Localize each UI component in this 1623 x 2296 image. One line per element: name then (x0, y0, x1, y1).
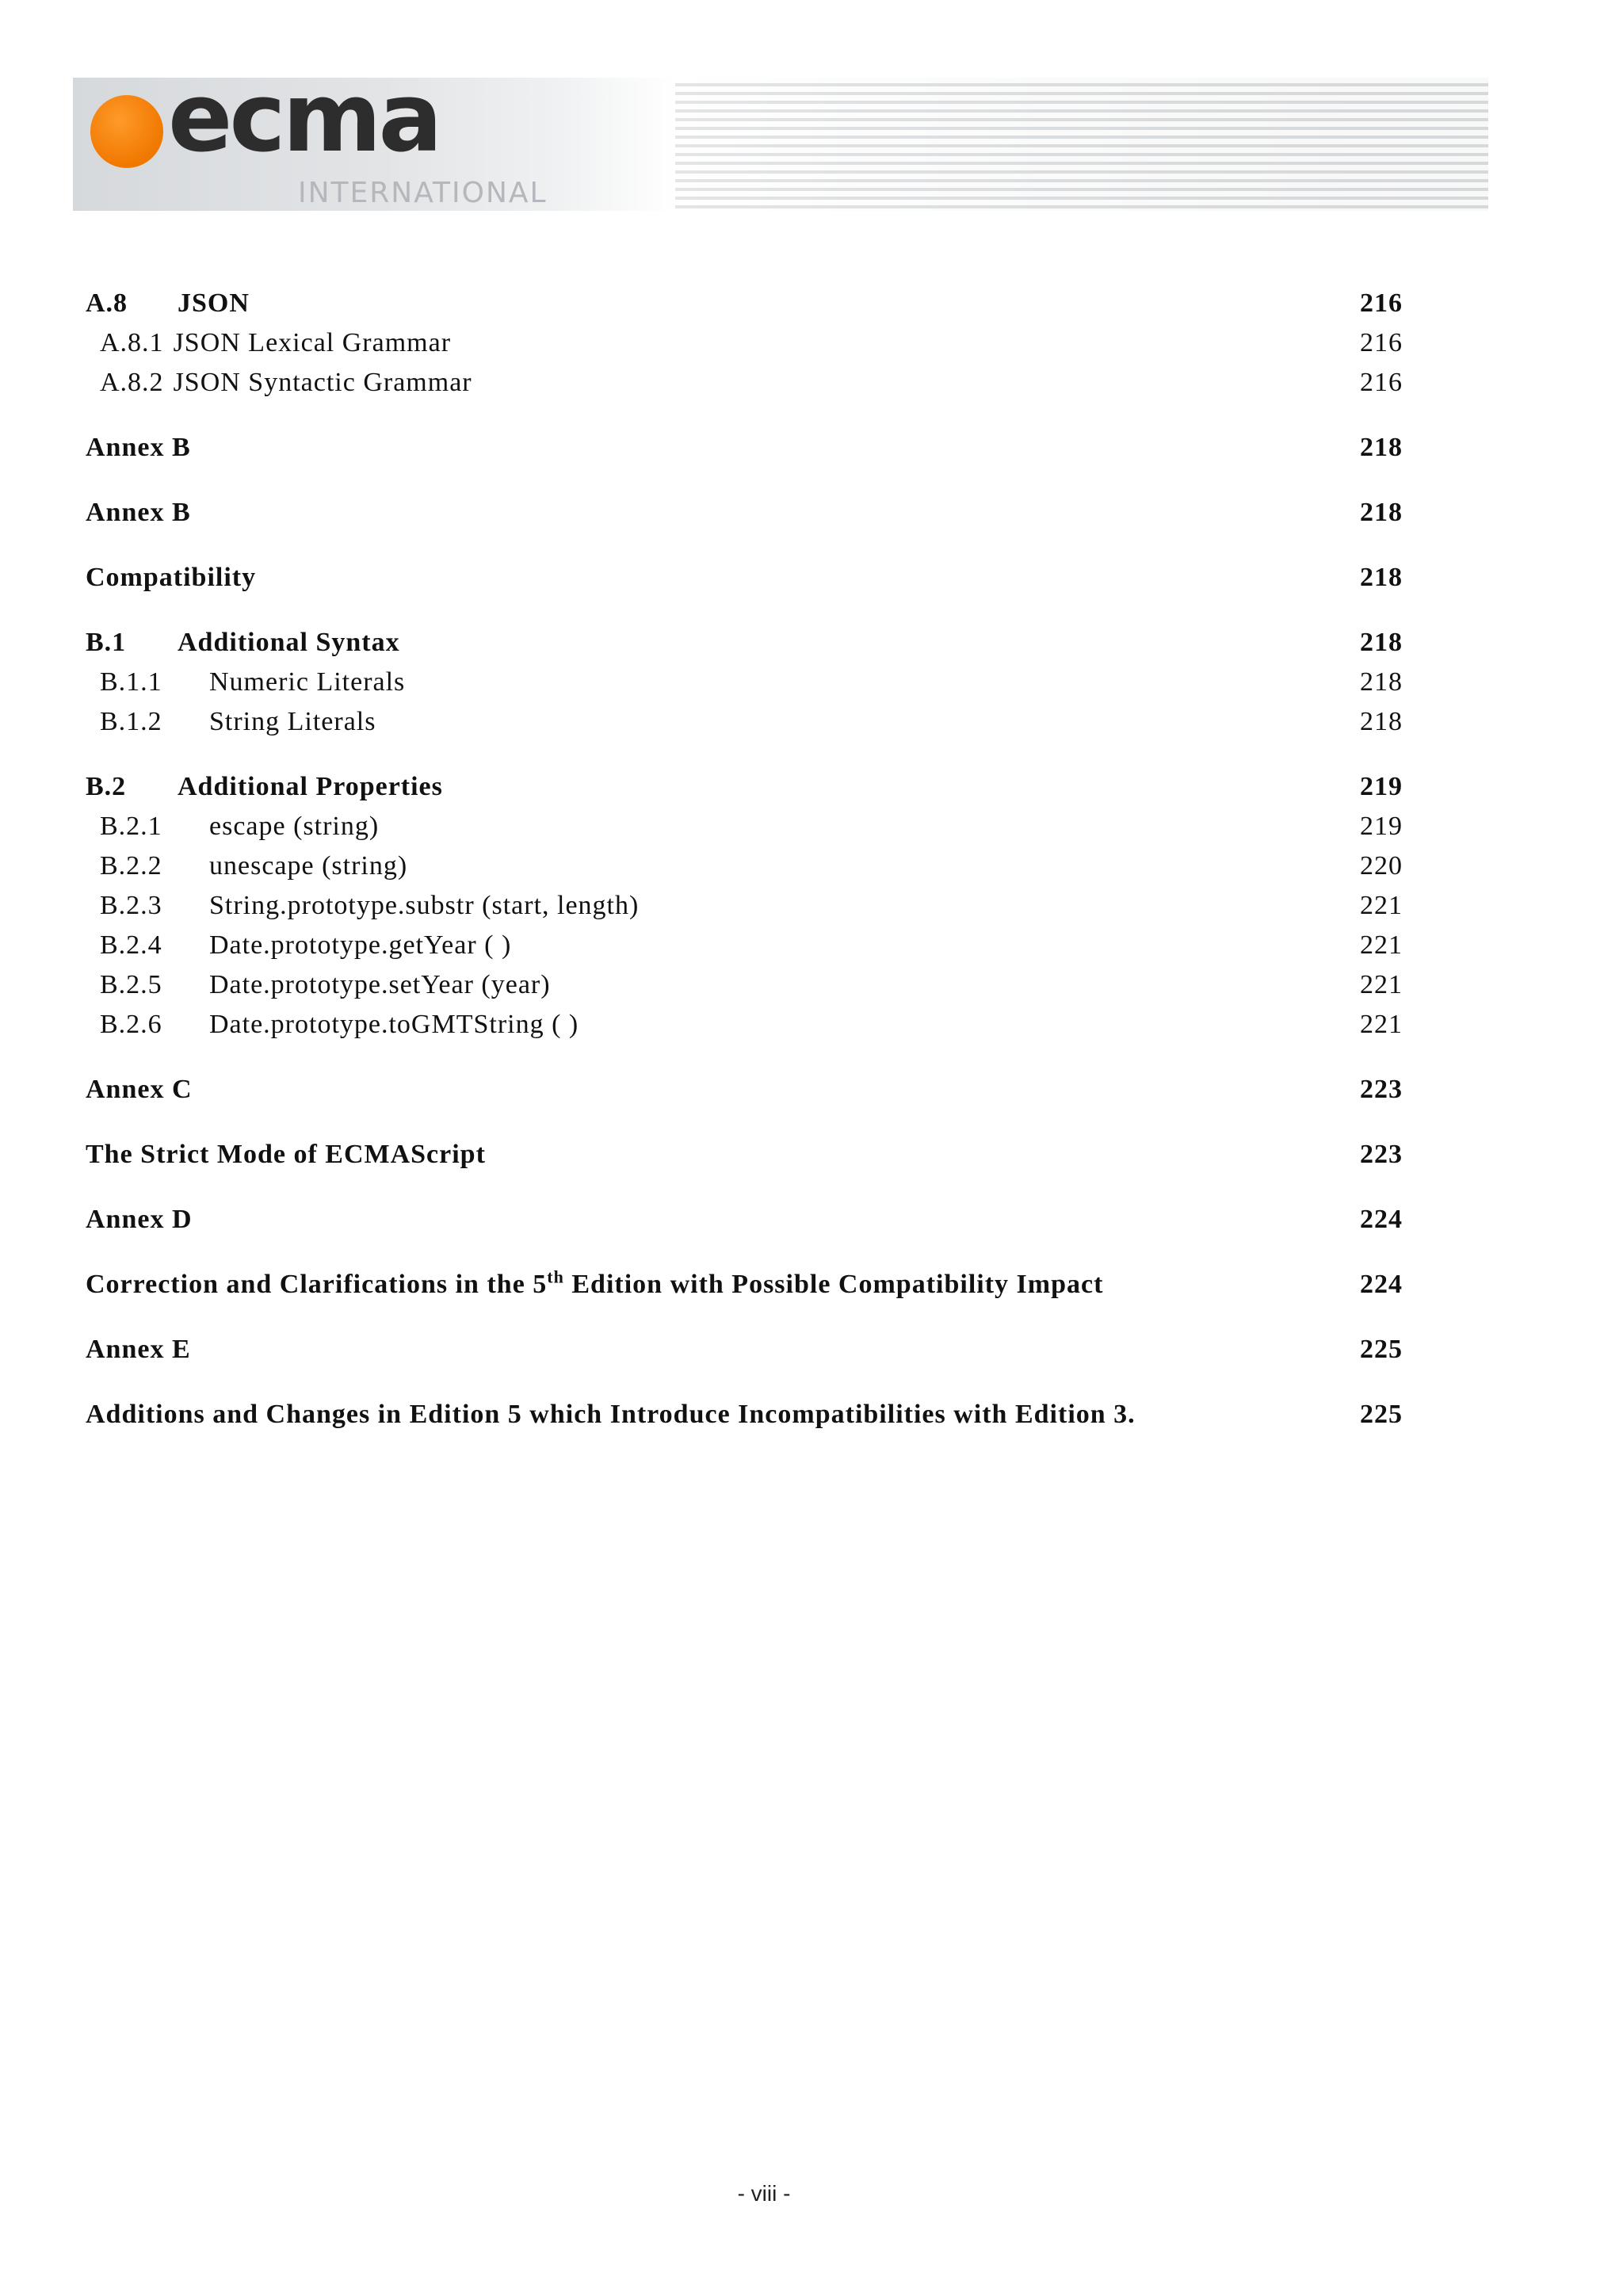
toc-title: Additions and Changes in Edition 5 which Introduce Incompatibilities with Edition 3. (86, 1400, 1136, 1429)
toc-title-sup: th (547, 1266, 564, 1287)
toc-title: unescape (string) (209, 851, 408, 881)
toc-entry-b24[interactable] (86, 926, 1403, 965)
toc-title: Additional Syntax (178, 628, 400, 657)
toc-page: 216 (1360, 288, 1403, 318)
toc-page: 225 (1360, 1400, 1403, 1429)
toc-number: B.2 (86, 772, 127, 801)
logo-wordmark: ecma (168, 63, 440, 174)
toc-title: String.prototype.substr (start, length) (209, 891, 640, 920)
toc-entry-corrections[interactable] (86, 1265, 1403, 1305)
page-number: - viii - (737, 2181, 791, 2206)
toc-title: String Literals (209, 707, 376, 736)
toc-number: A.8.1 (100, 328, 164, 357)
toc-entry-a81[interactable] (86, 323, 1403, 363)
toc-title: Date.prototype.setYear (year) (209, 970, 551, 999)
toc-page: 218 (1360, 433, 1403, 462)
toc-number: B.2.3 (100, 891, 162, 920)
toc-number: B.2.5 (100, 970, 162, 999)
logo-subtitle: INTERNATIONAL (298, 177, 548, 209)
toc-entry-b21[interactable] (86, 807, 1403, 846)
toc-number: B.1.2 (100, 707, 162, 736)
toc-number: B.2.6 (100, 1010, 162, 1039)
toc-entry-b12[interactable] (86, 702, 1403, 742)
toc-page: 221 (1360, 930, 1403, 960)
toc-page: 221 (1360, 970, 1403, 999)
toc-page: 221 (1360, 891, 1403, 920)
toc-number: A.8.2 (100, 368, 164, 397)
toc-entry-compatibility[interactable] (86, 558, 1403, 598)
toc-page: 218 (1360, 498, 1403, 527)
toc-title: JSON Lexical Grammar (173, 328, 452, 357)
toc-title (86, 1265, 1331, 1305)
toc-number: B.2.4 (100, 930, 162, 960)
toc-entry-b26[interactable] (86, 1005, 1403, 1045)
toc-page: 216 (1360, 368, 1403, 397)
toc-title: Compatibility (86, 563, 257, 592)
toc-entry-additions-changes[interactable] (86, 1395, 1403, 1435)
toc-page: 219 (1360, 812, 1403, 841)
toc-number: B.1 (86, 628, 127, 657)
toc-entry-b23[interactable] (86, 886, 1403, 926)
toc-title: Annex E (86, 1335, 191, 1364)
toc-entry-annex-d[interactable] (86, 1200, 1403, 1240)
toc-entry-annex-c[interactable] (86, 1070, 1403, 1110)
toc-title: JSON Syntactic Grammar (173, 368, 472, 397)
toc-title: Annex B (86, 498, 191, 527)
toc-entry-b2[interactable] (86, 767, 1403, 807)
toc-page: 221 (1360, 1010, 1403, 1039)
toc-page: 224 (1360, 1205, 1403, 1234)
toc-entry-annex-b[interactable] (86, 428, 1403, 468)
toc-page: 218 (1360, 628, 1403, 657)
toc-page: 218 (1360, 563, 1403, 592)
toc-page: 218 (1360, 707, 1403, 736)
toc-page: 220 (1360, 851, 1403, 881)
toc-entry-annex-b-repeat[interactable] (86, 493, 1403, 533)
toc-page: 224 (1360, 1270, 1403, 1299)
table-of-contents (86, 284, 1403, 1435)
toc-number: B.2.1 (100, 812, 162, 841)
toc-number: B.1.1 (100, 667, 162, 697)
toc-title: JSON (178, 288, 250, 318)
toc-title: escape (string) (209, 812, 380, 841)
toc-title: Annex B (86, 433, 191, 462)
toc-title: Additional Properties (178, 772, 443, 801)
toc-page: 216 (1360, 328, 1403, 357)
toc-entry-a8[interactable] (86, 284, 1403, 323)
toc-entry-strict-mode[interactable] (86, 1135, 1403, 1175)
toc-title-post: Edition with Possible Compatibility Impact (563, 1270, 1104, 1299)
toc-title: Numeric Literals (209, 667, 406, 697)
toc-page: 225 (1360, 1335, 1403, 1364)
toc-title-pre: Correction and Clarifications in the 5 (86, 1270, 548, 1299)
toc-page: 223 (1360, 1140, 1403, 1169)
toc-number: A.8 (86, 288, 128, 318)
ecma-logo-banner (73, 63, 1488, 211)
toc-title: The Strict Mode of ECMAScript (86, 1140, 486, 1169)
toc-entry-b1[interactable] (86, 623, 1403, 663)
toc-title: Date.prototype.toGMTString ( ) (209, 1010, 579, 1039)
toc-page: 218 (1360, 667, 1403, 697)
toc-title: Annex C (86, 1075, 193, 1104)
toc-entry-annex-e[interactable] (86, 1330, 1403, 1370)
toc-entry-b25[interactable] (86, 965, 1403, 1005)
toc-entry-b11[interactable] (86, 663, 1403, 702)
toc-entry-b22[interactable] (86, 846, 1403, 886)
logo-stripes (675, 78, 1488, 211)
toc-page: 219 (1360, 772, 1403, 801)
toc-entry-a82[interactable] (86, 363, 1403, 403)
toc-page: 223 (1360, 1075, 1403, 1104)
toc-title: Date.prototype.getYear ( ) (209, 930, 512, 960)
logo-dot-icon (90, 95, 163, 168)
toc-title: Annex D (86, 1205, 193, 1234)
toc-number: B.2.2 (100, 851, 162, 881)
